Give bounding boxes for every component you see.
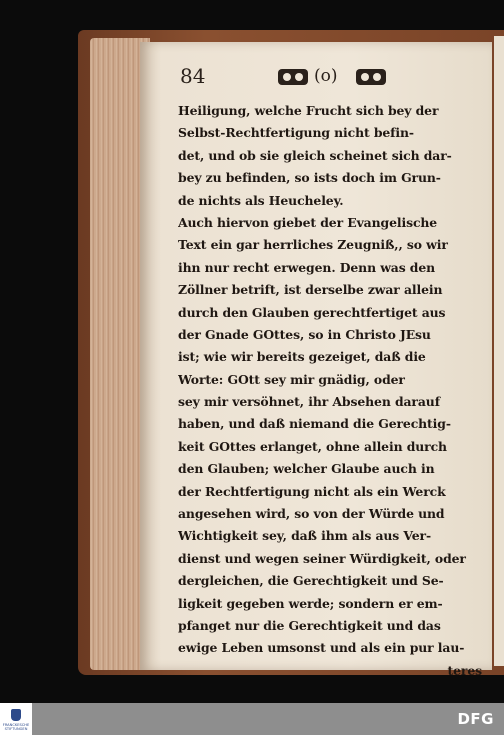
text-line: ewige Leben umsonst und als ein pur lau-: [178, 640, 465, 656]
text-line: den Glauben; welcher Glaube auch in: [178, 461, 435, 477]
catchword: teres: [447, 662, 482, 678]
text-line: ligkeit gegeben werde; sondern er em-: [178, 595, 443, 611]
text-line: dienst und wegen seiner Würdigkeit, oder: [178, 550, 466, 566]
header-mark: (o): [314, 66, 338, 86]
institution-logo[interactable]: [0, 703, 32, 735]
logo-label: [1, 723, 31, 731]
logo-label-line: STIFTUNGEN: [4, 727, 28, 731]
text-line: sey mir versöhnet, ihr Absehen darauf: [178, 394, 440, 410]
text-line: ihn nur recht erwegen. Denn was den: [178, 259, 436, 275]
text-line: der Gnade GOttes, so in Christo JEsu: [178, 326, 431, 342]
text-line: Auch hiervon giebet der Evangelische: [178, 214, 438, 230]
text-line: durch den Glauben gerechtfertiget aus: [178, 304, 446, 320]
text-line: Heiligung, welche Frucht sich bey der: [178, 103, 439, 118]
text-line: haben, und daß niemand die Gerechtig-: [178, 416, 451, 432]
text-line: bey zu befinden, so ists doch im Grun-: [178, 170, 441, 186]
next-page-edge: [494, 36, 504, 666]
text-line: angesehen wird, so von der Würde und: [178, 506, 445, 522]
page-text: [178, 100, 482, 682]
text-line: Wichtigkeit sey, daß ihm als aus Ver-: [178, 528, 432, 544]
text-line: keit GOttes erlanget, ohne allein durch: [178, 438, 447, 454]
text-line: ist; wie wir bereits gezeiget, daß die: [178, 349, 426, 365]
text-line: Zöllner betrift, ist derselbe zwar allein: [178, 282, 443, 298]
ornament-right-icon: [356, 69, 386, 85]
viewer-footer: [0, 703, 504, 735]
text-line: pfanget nur die Gerechtigkeit und das: [178, 617, 441, 633]
text-line: der Rechtfertigung nicht als ein Werck: [178, 483, 446, 499]
text-line: de nichts als Heucheley.: [178, 192, 344, 208]
ornament-left-icon: [278, 69, 308, 85]
text-line: Selbst-Rechtfertigung nicht befin-: [178, 125, 414, 141]
text-line: Text ein gar herrliches Zeugniß,, so wir: [178, 237, 448, 253]
dfg-logo[interactable]: DFG: [457, 710, 494, 728]
book-page: [140, 42, 492, 678]
page-header: [180, 64, 480, 90]
text-line: Worte: GOtt sey mir gnädig, oder: [178, 371, 405, 387]
crown-icon: [11, 709, 21, 721]
header-ornament: [278, 67, 388, 87]
text-line: det, und ob sie gleich scheinet sich dar-: [178, 147, 452, 163]
logo-label-line: FRANCKESCHE: [2, 723, 30, 727]
text-line: dergleichen, die Gerechtigkeit und Se-: [178, 573, 444, 589]
page-number: 84: [180, 64, 206, 88]
